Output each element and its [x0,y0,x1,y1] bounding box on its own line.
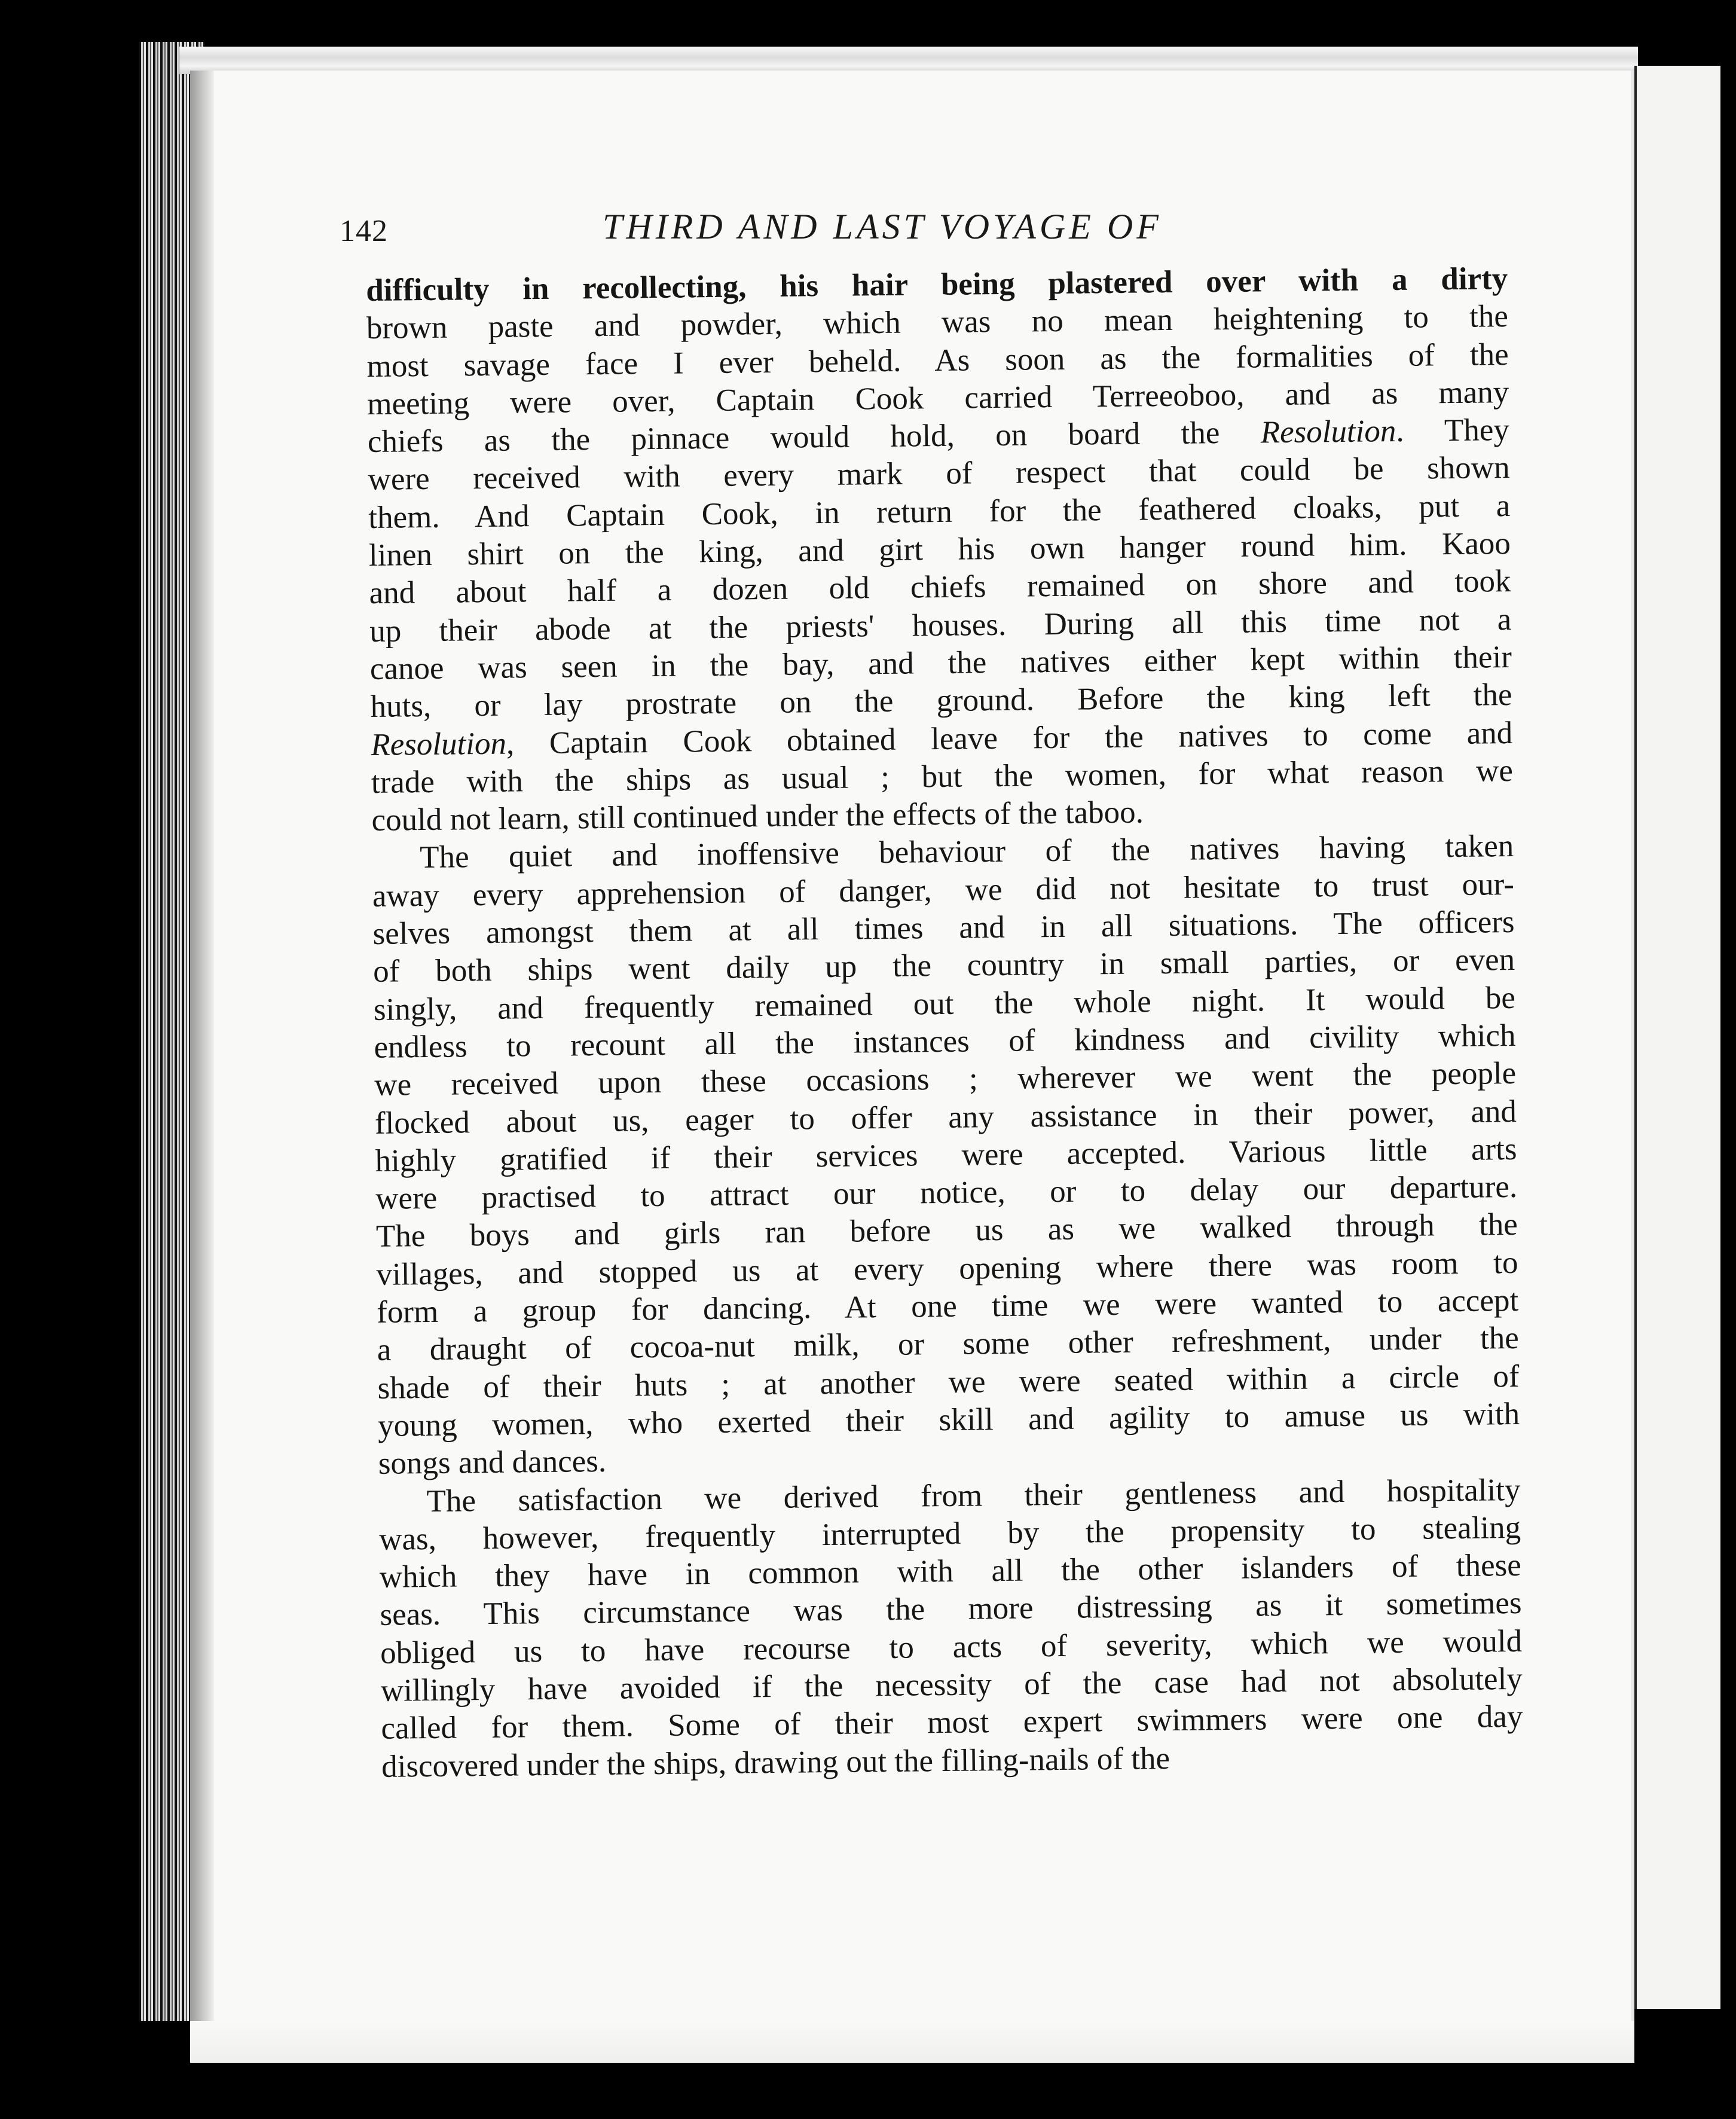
gutter-shadow [190,71,214,2062]
text-line: most savage face I ever beheld. As soon as the formalities of the [366,337,1509,384]
text-line: canoe was seen in the bay, and the natives either kept within their [369,639,1512,686]
text-line: them. And Captain Cook, in return for the feathered cloaks, put a [368,488,1511,535]
text-line: which they have in common with all the other islanders of these [379,1547,1522,1595]
text-line: was, however, frequently interrupted by the propensity to stealing [378,1510,1521,1557]
text-line: shade of their huts ; at another we were seated within a circle of [377,1358,1520,1406]
text-line: linen shirt on the king, and girt his own hanger round him. Kaoo [368,526,1511,573]
text-line: young women, who exerted their skill and agility to amuse us with [377,1396,1520,1443]
paragraph [372,828,1520,1483]
text-line: highly gratified if their services were accepted. Various little arts [375,1131,1517,1178]
facing-page-edge [1634,66,1720,2009]
text-line: and about half a dozen old chiefs remained on shore and took [369,564,1511,611]
text-line: chiefs as the pinnace would hold, on board the Resolution. They [367,413,1510,460]
text-line: were practised to attract our notice, or to delay our departure. [375,1170,1518,1217]
text-line: form a group for dancing. At one time we were wanted to accept [376,1283,1519,1330]
page-number: 142 [340,214,388,248]
page-bottom-shadow [190,2021,1634,2063]
text-line: called for them. Some of their most expert swimmers were one day [381,1699,1523,1747]
text-line: The quiet and inoffensive behaviour of the natives having taken [419,829,1514,875]
running-head [340,200,1368,254]
text-line: brown paste and powder, which was no mean heightening to the [366,299,1509,346]
text-line: Resolution, Captain Cook obtained leave for the natives to come and [370,715,1513,762]
running-title: THIRD AND LAST VOYAGE OF [603,207,1162,246]
text-line: up their abode at the priests' houses. During all this time not a [369,601,1512,649]
text-line: discovered under the ships, drawing out the filling-nails of the [381,1741,1170,1784]
text-line: willingly have avoided if the necessity of the case had not absolutely [380,1661,1523,1708]
text-line: villages, and stopped us at every opening where there was room to [376,1245,1518,1292]
text-line: of both ships went daily up the country in small parties, or even [372,942,1515,990]
text-line: singly, and frequently remained out the whole night. It would be [373,980,1516,1027]
text-line: could not learn, still continued under the effects of the taboo. [371,795,1144,838]
text-line: The satisfaction we derived from their gentleness and hospitality [426,1472,1521,1519]
text-line: difficulty in recollecting, his hair being plastered over with a dirty [366,261,1508,308]
text-line: huts, or lay prostrate on the ground. Before the king left the [370,677,1512,725]
text-line: seas. This circumstance was the more distressing as it sometimes [380,1586,1522,1633]
text-line: away every apprehension of danger, we did not hesitate to trust our- [372,866,1515,914]
text-line: flocked about us, eager to offer any assistance in their power, and [374,1094,1517,1141]
text-line: obliged us to have recourse to acts of severity, which we would [380,1623,1523,1671]
text-line: were received with every mark of respect that could be shown [368,450,1510,497]
text-line: selves amongst them at all times and in all situations. The officers [372,904,1515,951]
text-line: meeting were over, Captain Cook carried Terreeoboo, and as many [367,374,1509,422]
paragraph [366,260,1514,839]
text-line: we received upon these occasions ; wherever we went the people [374,1056,1517,1103]
text-line: endless to recount all the instances of kindness and civility which [374,1018,1516,1065]
text-line: trade with the ships as usual ; but the women, for what reason we [371,753,1514,800]
text-line: a draught of cocoa-nut milk, or some other refreshment, under the [377,1321,1520,1368]
body-text [366,260,1523,1786]
text-line: songs and dances. [378,1444,607,1482]
text-line: The boys and girls ran before us as we walked through the [375,1207,1518,1254]
paragraph [378,1471,1523,1785]
